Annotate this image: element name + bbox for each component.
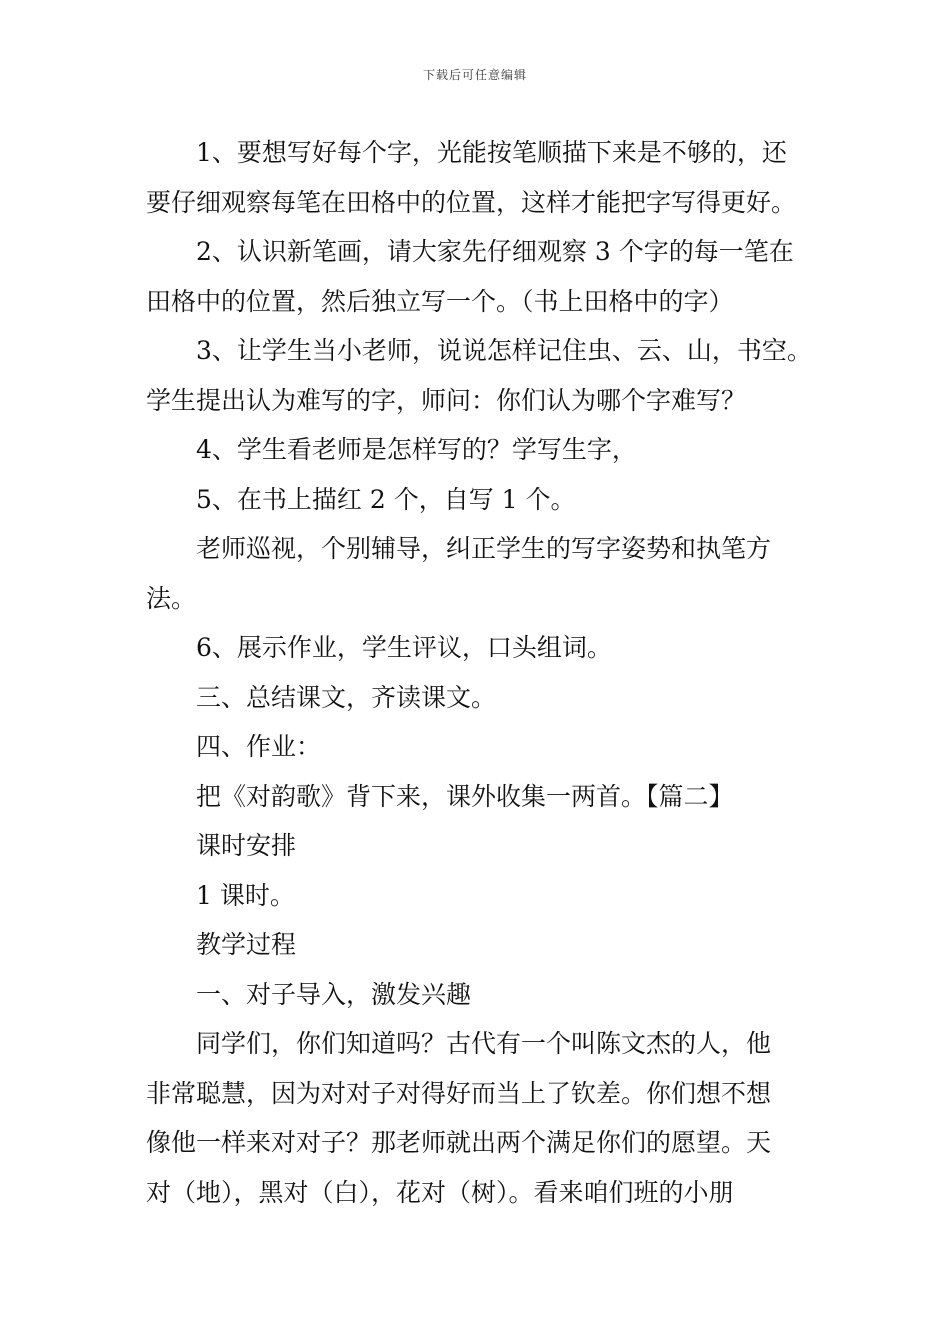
- page-header: 下载后可任意编辑: [422, 68, 527, 82]
- section-heading: 课时安排: [196, 831, 297, 860]
- paragraph-line: 要仔细观察每笔在田格中的位置，这样才能把字写得更好。: [146, 187, 797, 217]
- paragraph-line: 学生提出认为难写的字，师问：你们认为哪个字难写？: [146, 385, 747, 415]
- paragraph-line: 像他一样来对对子？那老师就出两个满足你们的愿望。天: [146, 1128, 772, 1157]
- paragraph-line: 田格中的位置，然后独立写一个。（书上田格中的字）: [146, 286, 734, 316]
- paragraph-line: 对（地），黑对（白），花对（树）。看来咱们班的小朋: [146, 1177, 734, 1207]
- paragraph-line: 非常聪慧，因为对对子对得好而当上了钦差。你们想不想: [146, 1078, 772, 1108]
- section-heading: 三、总结课文，齐读课文。: [196, 682, 497, 712]
- paragraph-line: 法。: [146, 583, 197, 613]
- section-heading: 四、作业：: [196, 732, 322, 761]
- document-body: [146, 128, 816, 1217]
- paragraph-line: 1 课时。: [196, 880, 295, 910]
- paragraph-line: 4、学生看老师是怎样写的？学写生字，: [196, 435, 637, 464]
- paragraph-line: 2、认识新笔画，请大家先仔细观察 3 个字的每一笔在: [196, 237, 794, 266]
- paragraph-line: 同学们，你们知道吗？古代有一个叫陈文杰的人，他: [196, 1029, 772, 1058]
- section-heading: 教学过程: [196, 930, 297, 959]
- paragraph-line: 老师巡视，个别辅导，纠正学生的写字姿势和执笔方: [196, 534, 772, 563]
- paragraph-line: 1、要想写好每个字，光能按笔顺描下来是不够的，还: [196, 138, 787, 167]
- section-heading: 一、对子导入，激发兴趣: [196, 979, 472, 1009]
- paragraph-line: 把《对韵歌》背下来，课外收集一两首。【篇二】: [196, 781, 734, 811]
- paragraph-line: 3、让学生当小老师，说说怎样记住虫、云、山，书空。: [196, 336, 812, 365]
- paragraph-line: 5、在书上描红 2 个，自写 1 个。: [196, 484, 576, 514]
- paragraph-line: 6、展示作业，学生评议，口头组词。: [196, 633, 612, 662]
